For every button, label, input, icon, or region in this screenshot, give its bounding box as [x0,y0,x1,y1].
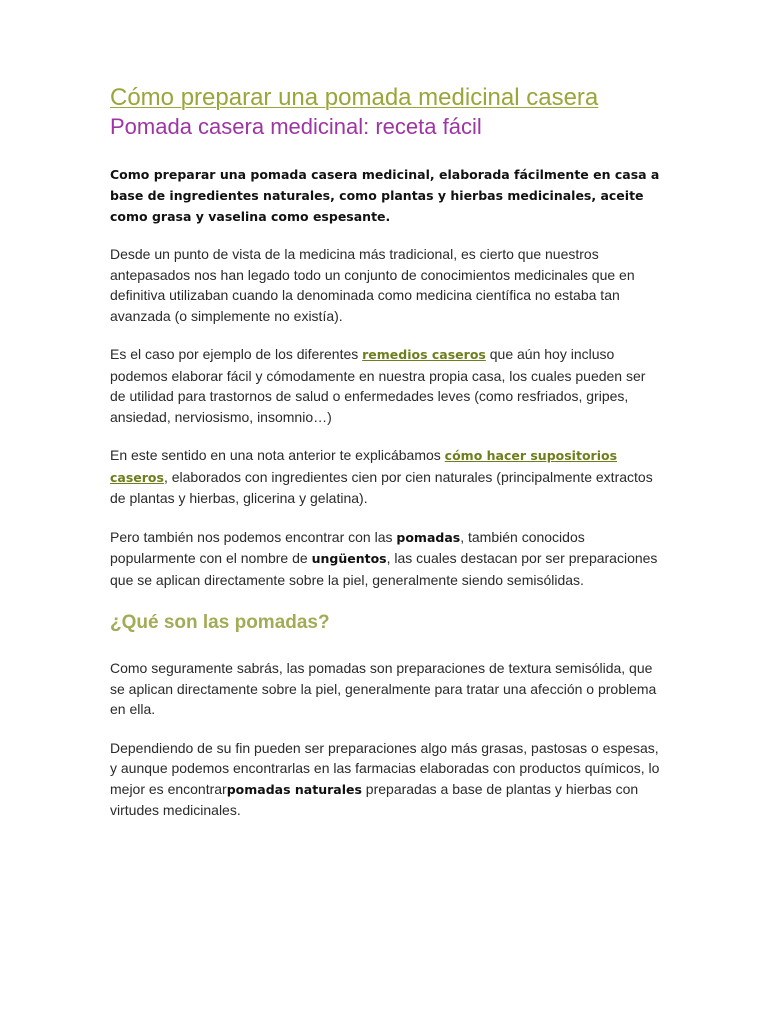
paragraph-tradition: Desde un punto de vista de la medicina más tradicional, es cierto que nuestros antepasados nos han legado todo un conjunto de conocimientos medicinales que en definitiva utilizaban cuando la denominada como medicina científica no estaba tan avanzada (o simplemente no existía). [110,246,635,324]
paragraph-remedios-text-after: que aún hoy incluso podemos elaborar fácil y cómodamente en nuestra propia casa, los cuales pueden ser de utilidad para trastornos de salud o enfermedades leves (como resfriados, gripes, ansiedad, nerviosismo, insomnio…) [110,346,646,425]
paragraph-tipos-text-before: Dependiendo de su fin pueden ser preparaciones algo más grasas, pastosas o espesas, y aunque podemos encontrarlas en las farmacias elaboradas con productos químicos, lo mejor es encontrar [110,739,660,797]
section-heading-que-son: ¿Qué son las pomadas? [110,612,330,633]
paragraph-pomadas-text-2: , también conocidos popularmente con el nombre de [110,528,585,566]
article-subtitle: Pomada casera medicinal: receta fácil [110,114,482,139]
article-page [110,84,662,839]
pomadas-naturales-bold: pomadas naturales [226,781,362,797]
paragraph-supositorios-text-before: En este sentido en una nota anterior te explicábamos [110,447,445,463]
supositorios-caseros-link[interactable]: cómo hacer supositorios caseros [110,448,618,485]
paragraph-pomadas [110,527,662,591]
paragraph-pomadas-text-3: , las cuales destacan por ser preparaciones que se aplican directamente sobre la piel, generalmente siendo semisólidas. [110,550,658,588]
paragraph-tipos [110,738,662,821]
pomadas-bold: pomadas [396,529,461,545]
remedios-caseros-link[interactable]: remedios caseros [362,347,486,362]
paragraph-supositorios-text-after: , elaborados con ingredientes cien por cien naturales (principalmente extractos de plantas y hierbas, glicerina y gelatina). [110,468,653,506]
paragraph-remedios-text-before: Es el caso por ejemplo de los diferentes [110,346,363,362]
unguentos-bold: ungüentos [311,551,387,566]
lead-paragraph: Como preparar una pomada casera medicinal, elaborada fácilmente en casa a base de ingredientes naturales, como plantas y hierbas medicinales, aceite como grasa y vaselina como espesante. [110,167,660,224]
paragraph-pomadas-text-1: Pero también nos podemos encontrar con las [110,528,397,545]
paragraph-tipos-text-after: preparadas a base de plantas y hierbas con virtudes medicinales. [110,780,639,818]
paragraph-supositorios [110,445,662,509]
article-title-link[interactable]: Cómo preparar una pomada medicinal casera [110,84,599,111]
paragraph-definicion: Como seguramente sabrás, las pomadas son preparaciones de textura semisólida, que se aplican directamente sobre la piel, generalmente para tratar una afección o problema en ella. [110,660,657,717]
paragraph-remedios [110,344,662,427]
